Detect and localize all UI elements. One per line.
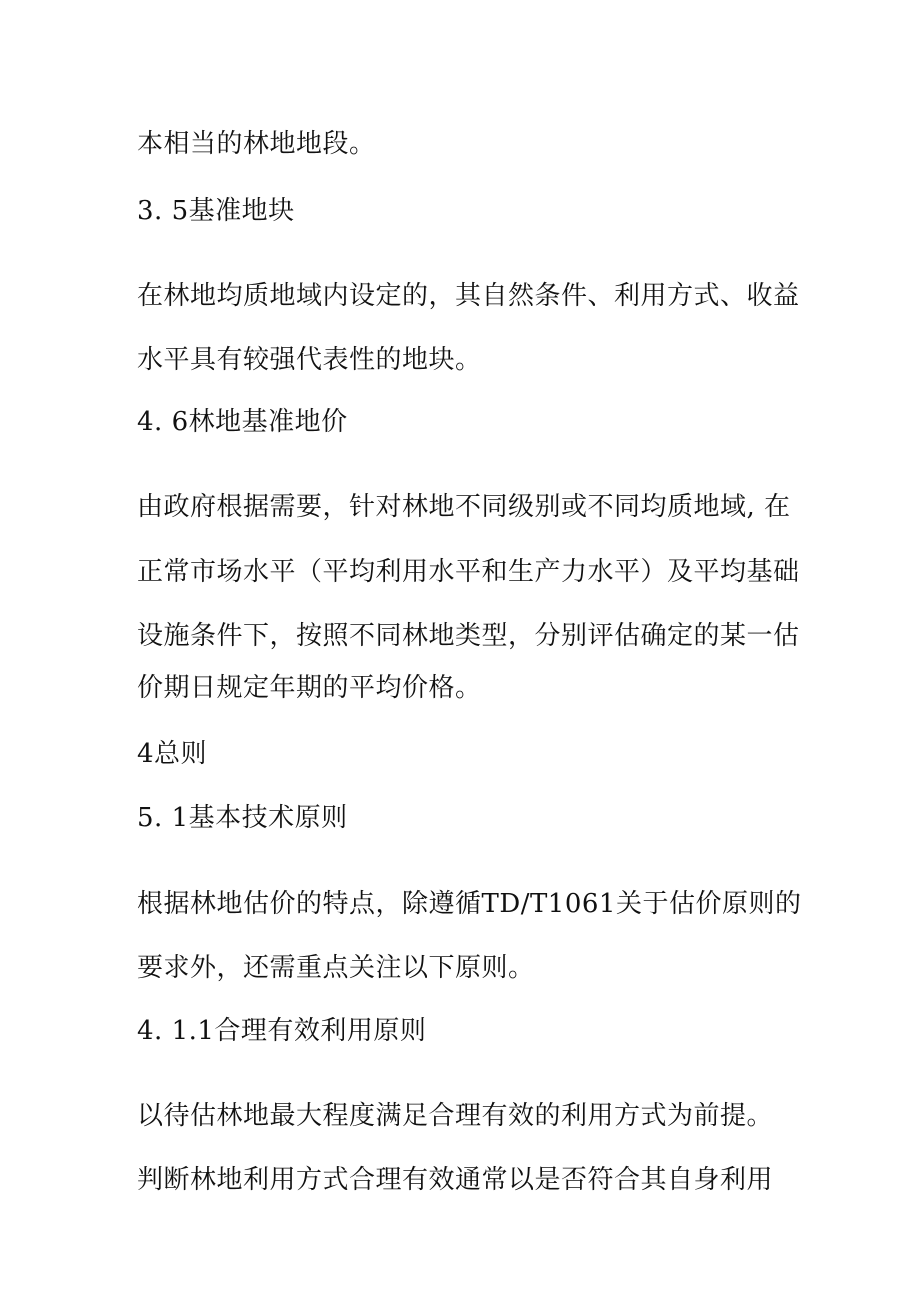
section-heading: 4总则 [137,739,208,769]
section-heading: 3. 5基准地块 [137,196,295,226]
text-line: 以待估林地最大程度满足合理有效的利用方式为前提。 [137,1101,774,1131]
text-line: 判断林地利用方式合理有效通常以是否符合其自身利用 [137,1165,774,1195]
text-line: 水平具有较强代表性的地块。 [137,345,482,375]
section-heading: 4. 1.1合理有效利用原则 [137,1016,427,1046]
text-line: 根据林地估价的特点，除遵循TD/T1061关于估价原则的 [137,889,802,919]
text-line: 本相当的林地地段。 [137,129,376,159]
text-line: 要求外，还需重点关注以下原则。 [137,953,535,983]
section-heading: 5. 1基本技术原则 [137,803,348,833]
section-heading: 4. 6林地基准地价 [137,407,348,437]
text-line: 由政府根据需要，针对林地不同级别或不同均质地域, 在 [137,492,791,522]
text-line: 在林地均质地域内设定的，其自然条件、利用方式、收益 [137,281,800,311]
text-line: 设施条件下，按照不同林地类型，分别评估确定的某一估 [137,621,800,651]
text-line: 正常市场水平（平均利用水平和生产力水平）及平均基础 [137,557,800,587]
text-line: 价期日规定年期的平均价格。 [137,673,482,703]
